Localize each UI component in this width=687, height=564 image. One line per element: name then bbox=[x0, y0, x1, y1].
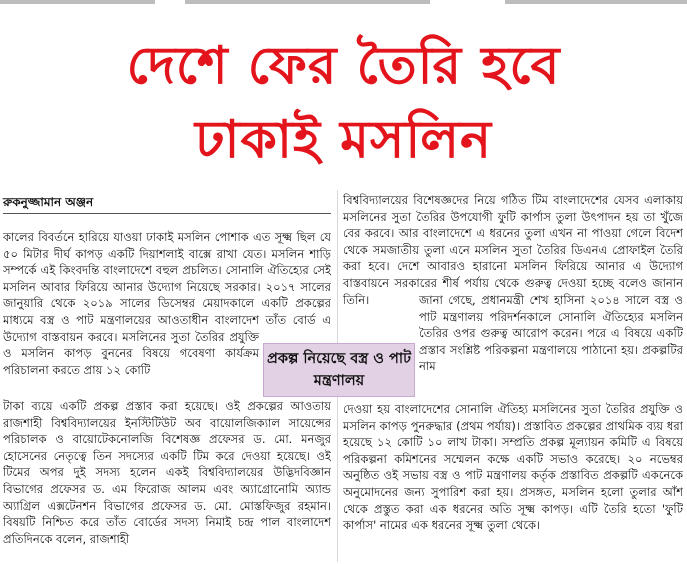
article-right-column bbox=[343, 192, 683, 308]
headline-line-1: দেশে ফের তৈরি হবে bbox=[126, 36, 561, 96]
top-border-segment bbox=[0, 0, 155, 4]
article-paragraph: দেওয়া হয় বাংলাদেশের সোনালি ঐতিহ্য মসলিনের সুতা তৈরির প্রযুক্তি ও মসলিন কাপড় পুনরুদ্ধার (প্রথম পর্যায়)। প্রস্তাবিত প্রকল্পের প্রাথমিক ব্যয় ধরা হয়েছে ১২ কোটি ১০ লাখ টাকা। সম্প্রতি প্রকল্প মূল্যায়ন কমিটি এ বিষয়ে পরিকল্পনা কমিশনের সম্মেলন কক্ষে একটি সভাও করেছে। ২০ নভেম্বর অনুষ্ঠিত ওই সভায় বস্ত্র ও পাট মন্ত্রণালয় কর্তৃক প্রস্তাবিত প্রকল্পটি একনেকে অনুমোদনের জন্য সুপারিশ করা হয়। প্রসঙ্গত, মসলিন হলো তুলার আঁশ থেকে প্রস্তুত করা এক ধরনের অতি সূক্ষ্ম কাপড়। এটি তৈরি হতো 'ফুটি কার্পাস' নামের এক ধরনের সূক্ষ্ম তুলা থেকে। bbox=[343, 402, 683, 533]
article-text-left-top: কালের বিবর্তনে হারিয়ে যাওয়া ঢাকাই মসলিন পোশাক এত সূক্ষ্ম ছিল যে ৫০ মিটার দীর্ঘ কাপড় একটি দিয়াশলাই বাক্সে রাখা যেত। মসলিন শাড়ি সম্পর্কে এই কিংবদন্তি বাংলাদেশে বহুল প্রচলিত। সোনালি ঐতিহ্যের সেই মসলিন আবার ফিরিয়ে আনার উদ্যোগ নিয়েছে সরকার। ২০১৭ সালের জানুয়ারি থেকে ২০১৯ সালের ডিসেম্বর মেয়াদকালে একটি প্রকল্পের মাধ্যমে বস্ত্র ও পাট মন্ত্রণালয়ের আওতাধীন বাংলাদেশ তাঁত বোর্ড এ উদ্যোগ বাস্তবায়ন করবে। মসলিনের সুতা তৈরির প্রযুক্তি ও মসলিন কাপড় বুননের বিষয়ে গবেষণা কার্যক্রম পরিচালনা করতে প্রায় ১২ কোটি bbox=[3, 230, 331, 377]
pull-quote-text: প্রকল্প নিয়েছে বস্ত্র ও পাট মন্ত্রণালয় bbox=[267, 351, 411, 389]
article-right-column-mid bbox=[419, 292, 683, 375]
byline: রুকনুজ্জামান অঞ্জন bbox=[3, 193, 331, 214]
pull-quote-box bbox=[263, 343, 415, 397]
article-paragraph: টাকা ব্যয়ে একটি প্রকল্প প্রস্তাব করা হয়েছে। ওই প্রকল্পের আওতায় রাজশাহী বিশ্ববিদ্যালয়ের ইনস্টিটিউট অব বায়োলজিক্যাল সায়েন্সের পরিচালক ও বায়োটেকনোলজি বিশেষজ্ঞ প্রফেসর ড. মো. মনজুর হোসেনের নেতৃত্বে তিন সদস্যের একটি টিম করে দেওয়া হয়েছে। ওই টিমের অপর দুই সদস্য হলেন একই বিশ্ববিদ্যালয়ের উদ্ভিদবিজ্ঞান বিভাগের প্রফেসর ড. এম ফিরোজ আলম এবং অ্যাগ্রোনোমি অ্যান্ড অ্যাগ্রিল এক্সটেনশন বিভাগের প্রফেসর ড. মো. মোস্তফিজুর রহমান। বিষয়টি নিশ্চিত করে তাঁত বোর্ডের সদস্য নিমাই চন্দ্র পাল বাংলাদেশ প্রতিদিনকে বলেন, রাজশাহী bbox=[3, 399, 331, 546]
article-left-column-bottom bbox=[3, 398, 331, 547]
article-right-column-bottom bbox=[343, 401, 683, 534]
headline bbox=[0, 28, 687, 176]
headline-line-2: ঢাকাই মসলিন bbox=[195, 110, 492, 170]
top-border bbox=[0, 0, 687, 6]
article-paragraph: বিশ্ববিদ্যালয়ের বিশেষজ্ঞদের নিয়ে গঠিত টিম বাংলাদেশের যেসব এলাকায় মসলিনের সুতা তৈরির উপযোগী ফুটি কার্পাস তুলা উৎপাদন হয় তা খুঁজে বের করবে। আর বাংলাদেশে এ ধরনের তুলা এখন না পাওয়া গেলে বিদেশ থেকে সমজাতীয় তুলা এনে মসলিন সুতা তৈরির ডিএনএ প্রোফাইল তৈরি করা হবে। দেশে আবারও হারানো মসলিন ফিরিয়ে আনার এ উদ্যোগ বাস্তবায়নে সরকারের শীর্ষ পর্যায় থেকে গুরুত্ব দেওয়া হচ্ছে বলেও জানান তিনি। bbox=[343, 193, 683, 307]
top-border-segment bbox=[505, 0, 687, 4]
article-paragraph: জানা গেছে, প্রধানমন্ত্রী শেখ হাসিনা ২০১৪ সালে বস্ত্র ও পাট মন্ত্রণালয় পরিদর্শনকালে সোনালি ঐতিহ্যের মসলিন তৈরির ওপর গুরুত্ব আরোপ করেন। পরে এ বিষয়ে একটি প্রস্তাব সংশ্লিষ্ট পরিকল্পনা মন্ত্রণালয়ে পাঠানো হয়। প্রকল্পটির নাম bbox=[419, 293, 683, 374]
top-border-segment bbox=[185, 0, 430, 4]
